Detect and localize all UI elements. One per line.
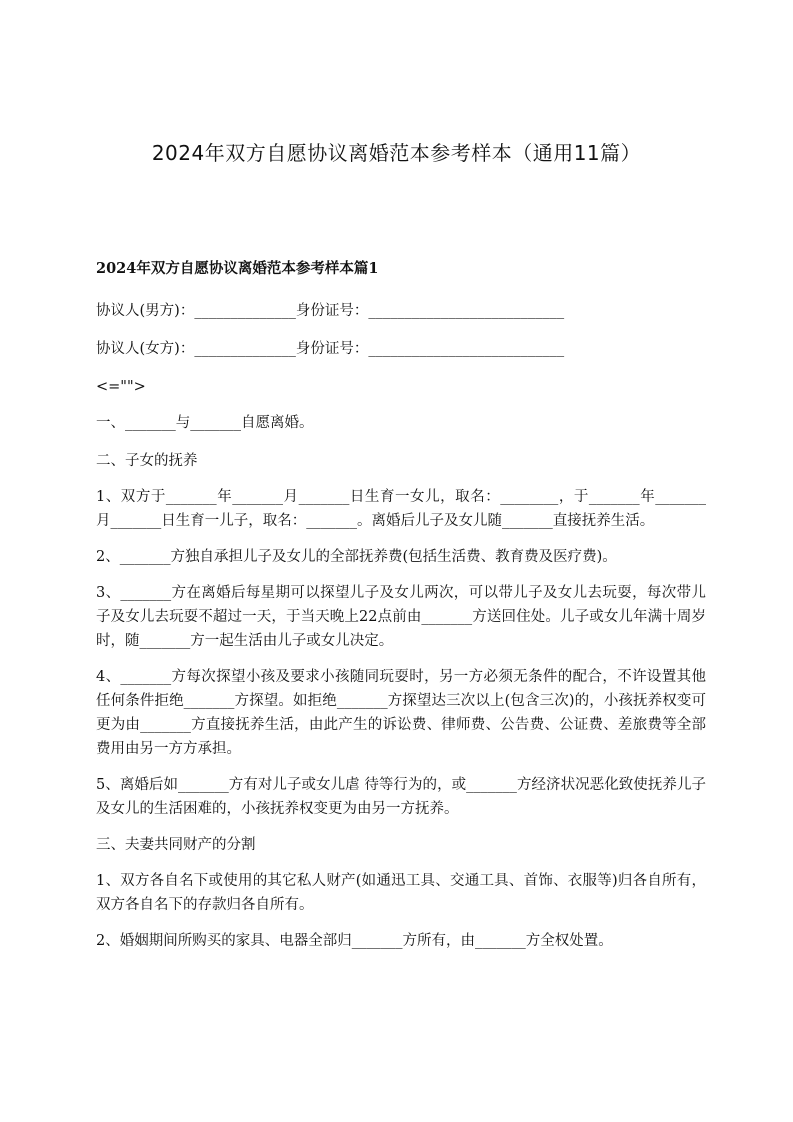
stray-markup-line: <="">: [96, 379, 146, 395]
section-property-division: 三、夫妻共同财产的分割: [96, 837, 256, 853]
clause-property-1: 1、双方各自名下或使用的其它私人财产(如通迅工具、交通工具、首饰、衣服等)归各自所有，双方各自名下的存款归各自所有。: [96, 873, 706, 913]
section-heading: 2024年双方自愿协议离婚范本参考样本篇1: [96, 260, 379, 277]
party-male-line: 协议人(男方)：______________身份证号：___________________________: [96, 303, 565, 319]
document-body: [96, 257, 706, 965]
clause-divorce: 一、_______与_______自愿离婚。: [96, 415, 314, 431]
clause-child-3: 3、_______方在离婚后每星期可以探望儿子及女儿两次，可以带儿子及女儿去玩耍，每次带儿子及女儿去玩耍不超过一天，于当天晚上22点前由_______方送回住处。儿子或女儿年满十周岁时，随_______方一起生活由儿子或女儿决定。: [96, 585, 706, 649]
clause-property-2: 2、婚姻期间所购买的家具、电器全部归_______方所有，由_______方全权处置。: [96, 933, 613, 949]
clause-child-1: 1、双方于_______年_______月_______日生育一女儿，取名：________，于_______年_______月_______日生育一儿子，取名：_______。离婚后儿子及女儿随_______直接抚养生活。: [96, 489, 706, 529]
clause-child-4: 4、_______方每次探望小孩及要求小孩随同玩耍时，另一方必须无条件的配合，不许设置其他任何条件拒绝_______方探望。如拒绝_______方探望达三次以上(包含三次)的，小孩抚养权变可更为由_______方直接抚养生活，由此产生的诉讼费、律师费、公告费、公证费、差旅费等全部费用由另一方方承担。: [96, 669, 706, 757]
party-female-line: 协议人(女方)：______________身份证号：___________________________: [96, 341, 565, 357]
clause-child-2: 2、_______方独自承担儿子及女儿的全部抚养费(包括生活费、教育费及医疗费)。: [96, 549, 617, 565]
document-title: 2024年双方自愿协议离婚范本参考样本（通用11篇）: [151, 141, 642, 165]
section-child-custody: 二、子女的抚养: [96, 453, 198, 469]
clause-child-5: 5、离婚后如_______方有对儿子或女儿虐 待等行为的，或_______方经济状况恶化致使抚养儿子及女儿的生活困难的，小孩抚养权变更为由另一方抚养。: [96, 777, 706, 817]
